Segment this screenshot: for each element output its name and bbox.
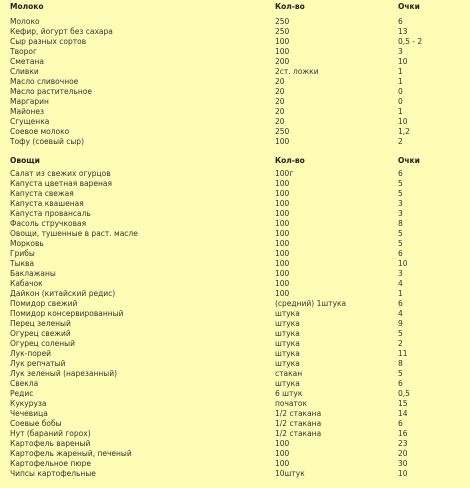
item-name: Помидор консервированный [10,309,124,318]
item-qty: 100 [275,269,290,278]
item-qty: 100 [275,459,290,468]
item-qty: стакан [275,369,303,378]
item-points: 10 [398,57,408,66]
vegetables-row [0,229,470,239]
vegetables-row [0,449,470,459]
item-qty: штука [275,309,300,318]
item-qty: 1/2 стакана [275,429,322,438]
item-points: 10 [398,259,408,268]
item-qty: штука [275,319,300,328]
dairy-row [0,57,470,67]
item-qty: 100 [275,189,290,198]
item-points: 1 [398,67,403,76]
item-qty: 100 [275,249,290,258]
item-qty: 200 [275,57,290,66]
dairy-row [0,37,470,47]
item-points: 8 [398,219,403,228]
item-name: Грибы [10,249,35,258]
item-points: 5 [398,239,403,248]
vegetables-row [0,259,470,269]
item-points: 30 [398,459,408,468]
item-points: 3 [398,47,403,56]
item-points: 13 [398,27,408,36]
vegetables-header-points: Очки [398,156,420,165]
item-name: Творог [10,47,37,56]
vegetables-row [0,409,470,419]
item-name: Картофель жареный, печеный [10,449,132,458]
vegetables-row [0,209,470,219]
dairy-row [0,137,470,147]
item-points: 4 [398,279,403,288]
item-points: 5 [398,189,403,198]
vegetables-rows [0,169,470,479]
dairy-header-name: Молоко [10,2,44,11]
item-qty: 100 [275,279,290,288]
item-name: Сыр разных сортов [10,37,87,46]
item-points: 6 [398,299,403,308]
item-points: 6 [398,249,403,258]
dairy-row [0,107,470,117]
item-points: 9 [398,319,403,328]
vegetables-table [0,156,470,479]
dairy-rows [0,17,470,147]
item-name: Нут (бараний горох) [10,429,91,438]
item-qty: штука [275,329,300,338]
item-qty: 20 [275,87,285,96]
item-points: 3 [398,209,403,218]
item-qty: 100 [275,199,290,208]
item-points: 20 [398,449,408,458]
item-qty: початок [275,399,308,408]
item-points: 1 [398,289,403,298]
vegetables-row [0,279,470,289]
vegetables-row [0,439,470,449]
item-name: Помидор свежий [10,299,78,308]
item-qty: 100 [275,137,290,146]
item-points: 0,5 [398,389,410,398]
item-name: Сгущенка [10,117,50,126]
item-points: 4 [398,309,403,318]
item-name: Дайкон (китайский редис) [10,289,116,298]
vegetables-row [0,309,470,319]
item-points: 3 [398,199,403,208]
item-points: 2 [398,339,403,348]
item-name: Перец зеленый [10,319,71,328]
item-name: Морковь [10,239,44,248]
item-points: 6 [398,419,403,428]
vegetables-header-row [0,156,470,166]
dairy-row [0,27,470,37]
item-points: 1,2 [398,127,410,136]
item-points: 3 [398,269,403,278]
item-points: 2 [398,137,403,146]
item-name: Салат из свежих огурцов [10,169,111,178]
item-name: Майонез [10,107,45,116]
item-qty: 100 [275,239,290,248]
item-qty: 100 [275,229,290,238]
dairy-row [0,87,470,97]
item-qty: 100 [275,219,290,228]
dairy-row [0,17,470,27]
item-qty: 100 [275,259,290,268]
dairy-header-qty: Кол-во [275,2,305,11]
vegetables-row [0,419,470,429]
dairy-row [0,47,470,57]
vegetables-row [0,319,470,329]
vegetables-row [0,199,470,209]
item-points: 6 [398,169,403,178]
item-points: 0 [398,87,403,96]
vegetables-row [0,389,470,399]
item-name: Чечевица [10,409,48,418]
item-name: Огурец соленый [10,339,75,348]
item-name: Капуста цветная вареная [10,179,113,188]
vegetables-row [0,349,470,359]
item-qty: 6 штук [275,389,303,398]
dairy-row [0,117,470,127]
item-points: 14 [398,409,408,418]
item-name: Капуста квашеная [10,199,84,208]
vegetables-row [0,459,470,469]
item-points: 10 [398,469,408,478]
item-points: 8 [398,359,403,368]
item-qty: штука [275,379,300,388]
vegetables-row [0,239,470,249]
item-name: Огурец свежий [10,329,71,338]
item-name: Чипсы картофельные [10,469,96,478]
item-name: Молоко [10,17,40,26]
vegetables-row [0,429,470,439]
item-name: Баклажаны [10,269,56,278]
item-name: Лук репчатый [10,359,66,368]
vegetables-row [0,469,470,479]
vegetables-row [0,189,470,199]
item-name: Кабачок [10,279,43,288]
dairy-header-points: Очки [398,2,420,11]
item-points: 6 [398,17,403,26]
item-qty: 100 [275,439,290,448]
item-points: 5 [398,329,403,338]
item-qty: 1/2 стакана [275,419,322,428]
item-name: Свекла [10,379,39,388]
item-name: Тыква [10,259,35,268]
dairy-table [0,2,470,147]
item-qty: 100г [275,169,294,178]
item-qty: 250 [275,27,290,36]
item-name: Редис [10,389,34,398]
item-name: Сливки [10,67,39,76]
vegetables-row [0,269,470,279]
item-name: Маргарин [10,97,49,106]
dairy-row [0,77,470,87]
item-qty: 250 [275,127,290,136]
vegetables-row [0,169,470,179]
item-name: Соевые бобы [10,419,62,428]
item-qty: 100 [275,47,290,56]
vegetables-row [0,379,470,389]
item-name: Картофельное пюре [10,459,91,468]
vegetables-header-qty: Кол-во [275,156,305,165]
item-qty: 100 [275,449,290,458]
item-name: Соевое молоко [10,127,70,136]
item-name: Капуста провансаль [10,209,91,218]
vegetables-row [0,359,470,369]
item-name: Сметана [10,57,44,66]
item-name: Лук-порей [10,349,52,358]
item-qty: 1/2 стакана [275,409,322,418]
item-points: 10 [398,117,408,126]
vegetables-row [0,289,470,299]
item-qty: 20 [275,107,285,116]
dairy-row [0,67,470,77]
item-name: Масло сливочное [10,77,79,86]
item-qty: 10штук [275,469,305,478]
item-qty: штука [275,339,300,348]
item-qty: 250 [275,17,290,26]
vegetables-row [0,339,470,349]
item-qty: штука [275,359,300,368]
item-qty: 20 [275,97,285,106]
item-name: Тофу (соевый сыр) [10,137,84,146]
item-qty: 20 [275,77,285,86]
item-points: 1 [398,107,403,116]
item-points: 23 [398,439,408,448]
vegetables-row [0,219,470,229]
item-qty: 100 [275,209,290,218]
item-points: 16 [398,429,408,438]
item-name: Кукуруза [10,399,47,408]
vegetables-row [0,399,470,409]
item-points: 11 [398,349,408,358]
item-name: Масло растительное [10,87,92,96]
item-qty: 100 [275,179,290,188]
item-qty: 20 [275,117,285,126]
vegetables-row [0,249,470,259]
item-name: Лук зеленый (нарезанный) [10,369,117,378]
item-qty: 100 [275,37,290,46]
item-points: 0,5 - 2 [398,37,423,46]
vegetables-row [0,179,470,189]
item-points: 6 [398,379,403,388]
item-points: 1 [398,77,403,86]
dairy-row [0,97,470,107]
vegetables-row [0,369,470,379]
item-qty: штука [275,349,300,358]
dairy-header-row [0,2,470,12]
vegetables-row [0,299,470,309]
vegetables-header-name: Овощи [10,156,40,165]
item-points: 0 [398,97,403,106]
item-points: 5 [398,369,403,378]
item-qty: 2ст. ложки [275,67,319,76]
dairy-row [0,127,470,137]
item-qty: 100 [275,289,290,298]
item-name: Фасоль стручковая [10,219,87,228]
vegetables-row [0,329,470,339]
item-points: 15 [398,399,408,408]
item-qty: (средний) 1штука [275,299,347,308]
item-points: 5 [398,229,403,238]
item-name: Кефир, йогурт без сахара [10,27,113,36]
item-name: Картофель вареный [10,439,91,448]
item-name: Овощи, тушенные в раст. масле [10,229,138,238]
item-points: 5 [398,179,403,188]
item-name: Капуста свежая [10,189,74,198]
